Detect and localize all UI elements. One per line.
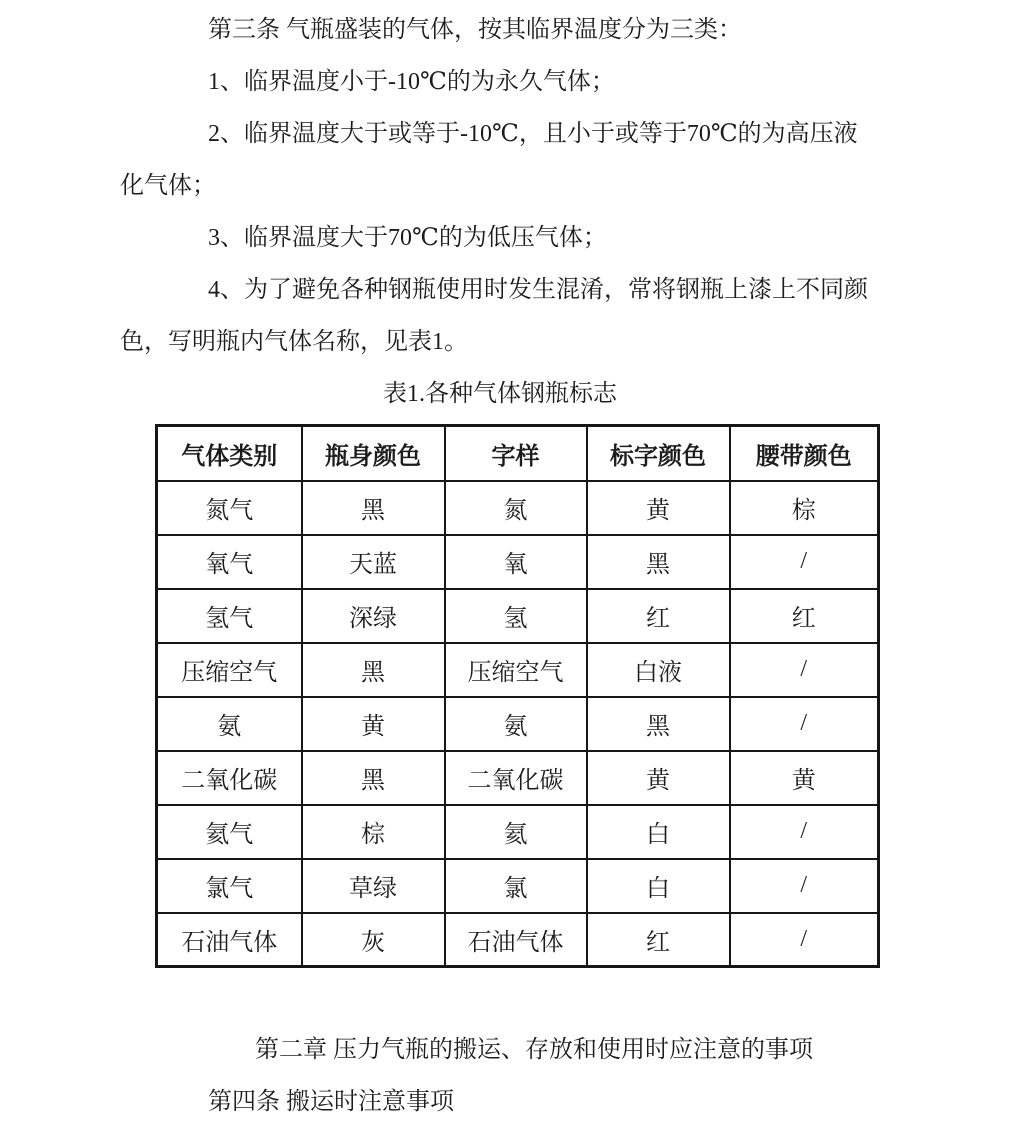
table-cell: 黑 — [302, 751, 445, 805]
table-cell: 氢气 — [157, 589, 302, 643]
table-cell: 红 — [587, 913, 730, 967]
table-cell: 二氧化碳 — [445, 751, 587, 805]
table-cell: 红 — [587, 589, 730, 643]
table-cell: 二氧化碳 — [157, 751, 302, 805]
table-cell: 棕 — [730, 481, 879, 535]
table-cell: 棕 — [302, 805, 445, 859]
table-row — [157, 697, 879, 751]
table-cell: 灰 — [302, 913, 445, 967]
article-3-heading: 第三条 气瓶盛装的气体，按其临界温度分为三类： — [208, 17, 742, 43]
table-cell: 红 — [730, 589, 879, 643]
table-cell: 黄 — [730, 751, 879, 805]
clause-item-4: 4、为了避免各种钢瓶使用时发生混淆，常将钢瓶上漆上不同颜色，写明瓶内气体名称，见表1。 — [120, 277, 868, 355]
table-cell: 白 — [587, 859, 730, 913]
table-cell: 黑 — [587, 697, 730, 751]
table-cell: 氮气 — [157, 481, 302, 535]
table-cell: 白 — [587, 805, 730, 859]
gas-cylinder-marking-table — [155, 424, 880, 968]
table-header-cell: 字样 — [445, 426, 587, 481]
clause-item-1: 1、临界温度小于-10℃的为永久气体； — [208, 69, 615, 95]
table-cell: 石油气体 — [157, 913, 302, 967]
table-header-cell: 瓶身颜色 — [302, 426, 445, 481]
table-row — [157, 913, 879, 967]
table-cell: 黄 — [302, 697, 445, 751]
table-header-cell: 气体类别 — [157, 426, 302, 481]
table-cell: 天蓝 — [302, 535, 445, 589]
table-header-cell: 标字颜色 — [587, 426, 730, 481]
table-cell: / — [730, 859, 879, 913]
table-cell: 白液 — [587, 643, 730, 697]
table-row — [157, 481, 879, 535]
clause-item-3: 3、临界温度大于70℃的为低压气体； — [208, 225, 607, 251]
table-cell: 氨 — [445, 697, 587, 751]
table-cell: 氧 — [445, 535, 587, 589]
table-cell: 氯 — [445, 859, 587, 913]
table-header-cell: 腰带颜色 — [730, 426, 879, 481]
table-cell: / — [730, 643, 879, 697]
table-header-row — [157, 426, 879, 481]
table-cell: 石油气体 — [445, 913, 587, 967]
table-cell: 草绿 — [302, 859, 445, 913]
table-cell: 黑 — [302, 643, 445, 697]
table-cell: 氯气 — [157, 859, 302, 913]
table-cell: 黑 — [302, 481, 445, 535]
table-cell: 氦气 — [157, 805, 302, 859]
table-cell: 深绿 — [302, 589, 445, 643]
table-cell: 黄 — [587, 481, 730, 535]
table-cell: 压缩空气 — [445, 643, 587, 697]
table-row — [157, 643, 879, 697]
table-cell: 氮 — [445, 481, 587, 535]
table-cell: 氢 — [445, 589, 587, 643]
table-cell: 黑 — [587, 535, 730, 589]
table-row — [157, 751, 879, 805]
table-row — [157, 805, 879, 859]
table-row — [157, 535, 879, 589]
clause-item-2: 2、临界温度大于或等于-10℃，且小于或等于70℃的为高压液化气体； — [120, 121, 858, 199]
table-cell: 氨 — [157, 697, 302, 751]
table-caption: 表1.各种气体钢瓶标志 — [383, 381, 617, 407]
table-cell: 氦 — [445, 805, 587, 859]
table-cell: 氧气 — [157, 535, 302, 589]
table-cell: 压缩空气 — [157, 643, 302, 697]
table-cell: / — [730, 697, 879, 751]
chapter-2-heading: 第二章 压力气瓶的搬运、存放和使用时应注意的事项 — [255, 1037, 813, 1063]
table-cell: 黄 — [587, 751, 730, 805]
article-4-heading: 第四条 搬运时注意事项 — [208, 1089, 454, 1115]
table-cell: / — [730, 913, 879, 967]
table-cell: / — [730, 535, 879, 589]
table-cell: / — [730, 805, 879, 859]
table-row — [157, 859, 879, 913]
table-row — [157, 589, 879, 643]
